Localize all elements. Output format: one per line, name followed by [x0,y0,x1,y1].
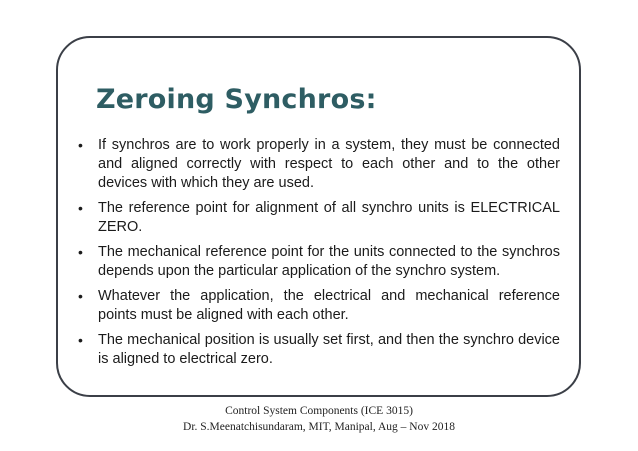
bullet-dot: • [78,137,83,153]
bullet-dot: • [78,200,83,216]
bullet-text: If synchros are to work properly in a system, they must be connected and aligned correctly with respect to each other and to the other devices with which they are used. [98,137,560,191]
bullet-dot: • [78,332,83,348]
bullet-dot: • [78,288,83,304]
footer-author: Dr. S.Meenatchisundaram, MIT, Manipal, Aug – Nov 2018 [183,421,455,433]
bullet-text: Whatever the application, the electrical and mechanical reference points must be aligned with each other. [98,288,560,323]
bullet-item-3 [76,243,560,281]
bullet-text: The mechanical reference point for the units connected to the synchros depends upon the particular application of the synchro system. [98,244,560,279]
bullet-text: The mechanical position is usually set first, and then the synchro device is aligned to electrical zero. [98,332,560,367]
bullet-item-4 [76,287,560,325]
bullet-list [76,136,560,375]
bullet-item-2 [76,199,560,237]
footer-course: Control System Components (ICE 3015) [225,405,413,417]
bullet-text: The reference point for alignment of all synchro units is ELECTRICAL ZERO. [98,200,560,235]
bullet-item-1 [76,136,560,193]
bullet-item-5 [76,331,560,369]
slide-title: Zeroing Synchros: [96,84,377,115]
bullet-dot: • [78,244,83,260]
